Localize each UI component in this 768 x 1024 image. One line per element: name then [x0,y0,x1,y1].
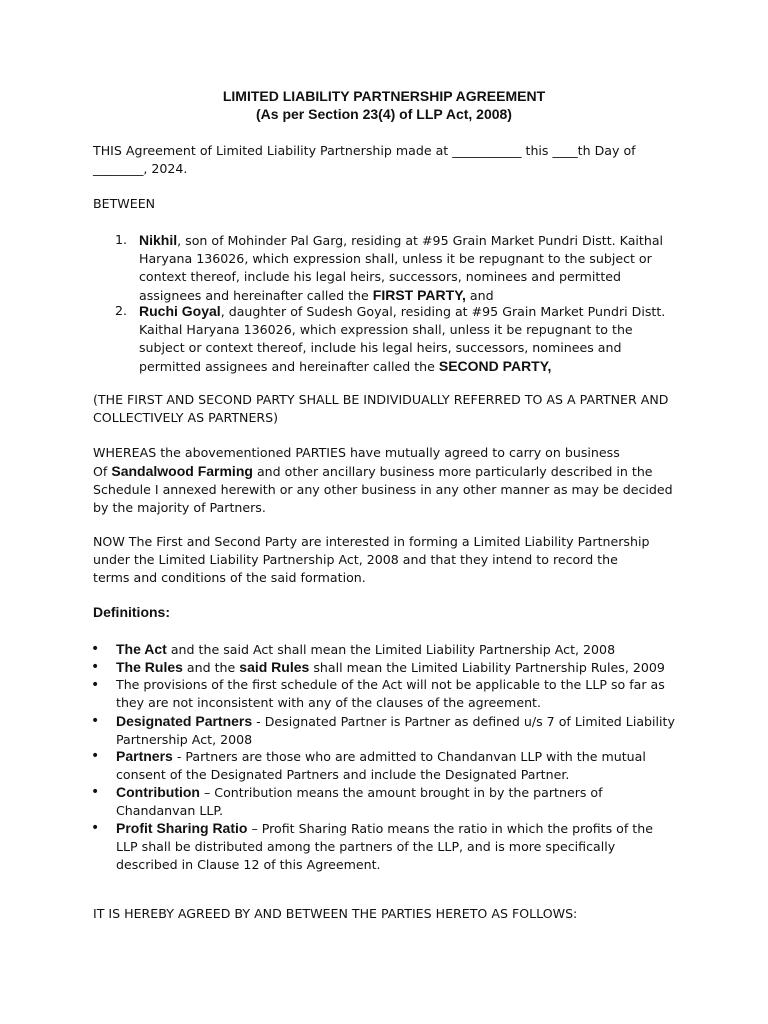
business-name: Sandalwood Farming [111,463,253,479]
bullet-icon: • [91,820,100,836]
definition-term: Profit Sharing Ratio [116,820,248,836]
definition-term: The Act [116,641,167,657]
definition-item [116,747,676,784]
definition-text: – Profit Sharing Ratio means the ratio in which the profits of the LLP shall be distributed among the partners of the LLP, and is more specifically described in Clause 12 of this Agreement. [116,821,653,872]
bullet-icon: • [91,784,100,800]
definition-item [116,783,676,820]
party-2-role: SECOND PARTY, [438,358,552,374]
now-paragraph: NOW The First and Second Party are interested in forming a Limited Liability Partnership under the Limited Liability Partnership Act, 2008 and that they intend to record the terms and conditions of the said formation. [93,534,650,585]
bullet-icon: • [91,677,100,693]
party-2-name: Ruchi Goyal [139,303,221,319]
whereas-text: and other ancillary business more particularly described in the Schedule I annexed herewith or any other business in any other manner as may be decided by the majority of Partners. [93,464,673,515]
whereas-rest [93,462,673,517]
party-2-text: , daughter of Sudesh Goyal, residing at #95 Grain Market Pundri Distt. Kaithal Haryana 136026, which expression shall, unless it be repugnant to the subject or context thereof, include his legal heirs, successors, nominees and permitted assignees and hereinafter called the [139,304,666,374]
party-1-name: Nikhil [139,232,178,248]
definition-term: Contribution [116,784,200,800]
definition-term: Partners [116,748,173,764]
closing-statement: IT IS HEREBY AGREED BY AND BETWEEN THE PARTIES HERETO AS FOLLOWS: [93,906,578,921]
definition-term: The Rules [116,659,183,675]
definition-text: – Contribution means the amount brought in by the partners of Chandanvan LLP. [116,785,603,818]
document-title: LIMITED LIABILITY PARTNERSHIP AGREEMENT [222,88,546,104]
definition-text: - Partners are those who are admitted to Chandanvan LLP with the mutual consent of the Designated Partners and include the Designated Partner. [116,749,646,782]
bullet-icon: • [91,748,100,764]
definition-text: - Designated Partner is Partner as defined u/s 7 of Limited Liability Partnership Act, 2008 [116,714,675,747]
definition-text: shall mean the Limited Liability Partnership Rules, 2009 [309,660,665,675]
whereas-of: Of [93,464,112,479]
definition-item [116,676,676,712]
party-1-tail: and [465,288,494,303]
party-1-text: , son of Mohinder Pal Garg, residing at #95 Grain Market Pundri Distt. Kaithal Haryana 136026, which expression shall, unless it be repugnant to the subject or context thereof, include his legal heirs, successors, nominees and permitted assignees and hereinafter called the [139,233,664,303]
definition-item [116,712,676,749]
definition-item [116,640,676,659]
document-subtitle: (As per Section 23(4) of LLP Act, 2008) [256,106,512,122]
between-label: BETWEEN [93,196,156,211]
party-1-number: 1. [115,232,128,247]
party-1-role: FIRST PARTY, [372,287,466,303]
bullet-icon: • [91,713,100,729]
definition-term: Designated Partners [116,713,253,729]
party-2-paragraph [139,302,679,376]
definitions-heading: Definitions: [93,604,170,620]
whereas-paragraph [93,444,673,517]
bullet-icon: • [91,641,100,657]
definition-item [116,658,676,677]
party-2-number: 2. [115,303,128,318]
whereas-line-1: WHEREAS the abovementioned PARTIES have mutually agreed to carry on business [93,445,620,460]
intro-paragraph: THIS Agreement of Limited Liability Partnership made at ___________ this ____th Day of ________, 2024. [93,143,636,176]
definition-text: and the said Act shall mean the Limited Liability Partnership Act, 2008 [166,642,616,657]
party-1-paragraph [139,231,679,305]
definition-text: The provisions of the first schedule of the Act will not be applicable to the LLP so far as they are not inconsistent with any of the clauses of the agreement. [116,677,665,710]
definition-term-2: said Rules [239,659,310,675]
definition-item [116,819,676,874]
bullet-icon: • [91,659,100,675]
partners-note: (THE FIRST AND SECOND PARTY SHALL BE INDIVIDUALLY REFERRED TO AS A PARTNER AND COLLECTIVELY AS PARTNERS) [93,392,669,425]
definition-mid: and the [182,660,240,675]
